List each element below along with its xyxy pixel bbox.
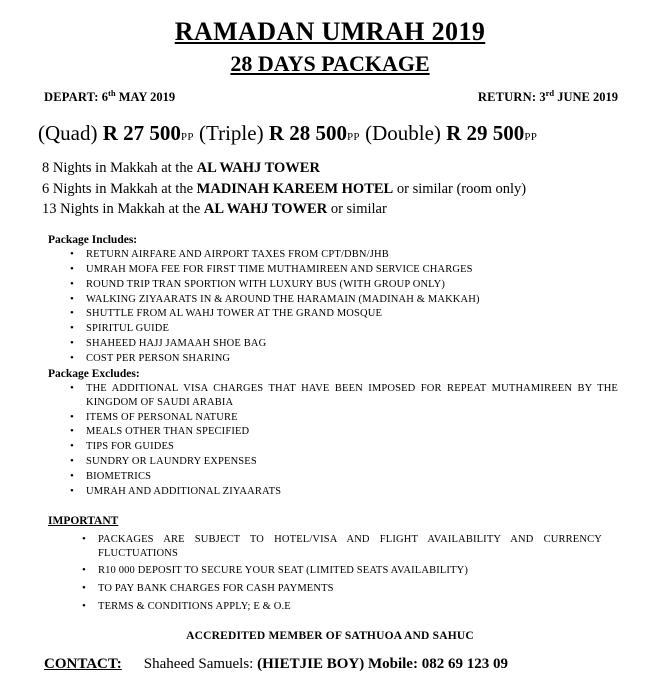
package-excludes-heading: Package Excludes: xyxy=(48,367,140,380)
nights-block xyxy=(42,158,660,220)
contact-row xyxy=(44,656,660,673)
list-item: • THE ADDITIONAL VISA CHARGES THAT HAVE BEEN IMPOSED FOR REPEAT MUTHAMIREEN BY THE KINGDOM OF SAUDI ARABIA xyxy=(48,382,660,410)
list-item: • TIPS FOR GUIDES xyxy=(48,440,660,454)
price-unit-double: PP xyxy=(524,131,538,144)
depart-month-year: MAY 2019 xyxy=(118,90,176,105)
list-item: • PACKAGES ARE SUBJECT TO HOTEL/VISA AND FLIGHT AVAILABILITY AND CURRENCY FLUCTUATIONS xyxy=(48,533,660,561)
depart-day: 6 xyxy=(101,90,109,105)
nights-post: or similar xyxy=(327,201,387,218)
depart-return-row xyxy=(44,88,618,105)
return-day: 3 xyxy=(539,90,546,105)
package-includes-section xyxy=(48,234,660,366)
list-item: • BIOMETRICS xyxy=(48,470,660,484)
important-list xyxy=(48,533,660,614)
depart-info xyxy=(44,88,175,105)
important-section xyxy=(48,533,660,614)
price-line xyxy=(38,121,660,146)
nights-hotel: AL WAHJ TOWER xyxy=(196,160,320,177)
list-item: • UMRAH AND ADDITIONAL ZIYAARATS xyxy=(48,485,660,499)
important-heading: IMPORTANT xyxy=(48,514,119,527)
price-room-double: (Double) xyxy=(365,121,441,146)
contact-nickname: (HIETJIE BOY) xyxy=(257,656,365,673)
price-amount-double: R 29 500 xyxy=(446,121,525,146)
return-ordinal: rd xyxy=(545,87,555,98)
list-item: • SUNDRY OR LAUNDRY EXPENSES xyxy=(48,455,660,469)
list-item: • COST PER PERSON SHARING xyxy=(48,352,660,366)
list-item: • SHAHEED HAJJ JAMAAH SHOE BAG xyxy=(48,337,660,351)
nights-line xyxy=(42,199,660,220)
package-excludes-list xyxy=(48,382,660,499)
depart-ordinal: th xyxy=(108,87,116,98)
list-item: • ITEMS OF PERSONAL NATURE xyxy=(48,411,660,425)
package-excludes-section xyxy=(48,368,660,499)
contact-label: CONTACT: xyxy=(44,656,122,673)
nights-line xyxy=(42,158,660,179)
nights-hotel: MADINAH KAREEM HOTEL xyxy=(196,180,394,197)
title-block xyxy=(0,18,660,76)
page-subtitle: 28 DAYS PACKAGE xyxy=(230,50,430,76)
accreditation-line: ACCREDITED MEMBER OF SATHUOA AND SAHUC xyxy=(186,630,474,643)
list-item: • RETURN AIRFARE AND AIRPORT TAXES FROM CPT/DBN/JHB xyxy=(48,248,660,262)
contact-mobile-number[interactable]: 082 69 123 09 xyxy=(421,656,508,673)
list-item: • ROUND TRIP TRAN SPORTION WITH LUXURY BUS (WITH GROUP ONLY) xyxy=(48,278,660,292)
list-item: • SHUTTLE FROM AL WAHJ TOWER AT THE GRAND MOSQUE xyxy=(48,307,660,321)
price-unit-triple: PP xyxy=(346,131,360,144)
list-item: • WALKING ZIYAARATS IN & AROUND THE HARAMAIN (MADINAH & MAKKAH) xyxy=(48,293,660,307)
page-title: RAMADAN UMRAH 2019 xyxy=(174,17,486,46)
list-item: • R10 000 DEPOSIT TO SECURE YOUR SEAT (LIMITED SEATS AVAILABILITY) xyxy=(48,564,660,578)
price-room-quad: (Quad) xyxy=(38,121,98,146)
contact-mobile-label: Mobile: xyxy=(367,656,418,673)
package-includes-heading: Package Includes: xyxy=(48,233,138,246)
return-label: RETURN: xyxy=(477,90,537,105)
nights-line xyxy=(42,179,660,200)
document-page xyxy=(0,17,660,673)
price-unit-quad: PP xyxy=(180,131,194,144)
list-item: • UMRAH MOFA FEE FOR FIRST TIME MUTHAMIREEN AND SERVICE CHARGES xyxy=(48,263,660,277)
nights-pre: 8 Nights in Makkah at the xyxy=(42,160,197,177)
list-item: • SPIRITUL GUIDE xyxy=(48,322,660,336)
nights-hotel: AL WAHJ TOWER xyxy=(203,201,328,218)
list-item: • MEALS OTHER THAN SPECIFIED xyxy=(48,425,660,439)
price-amount-triple: R 28 500 xyxy=(268,121,347,146)
list-item: • TO PAY BANK CHARGES FOR CASH PAYMENTS xyxy=(48,582,660,596)
nights-pre: 13 Nights in Makkah at the xyxy=(42,201,204,218)
list-item: • TERMS & CONDITIONS APPLY; E & O.E xyxy=(48,600,660,614)
depart-label: DEPART: xyxy=(44,90,99,105)
package-includes-list xyxy=(48,248,660,366)
return-info xyxy=(478,88,618,105)
contact-name: Shaheed Samuels: xyxy=(143,656,254,673)
price-amount-quad: R 27 500 xyxy=(102,121,181,146)
nights-post: or similar (room only) xyxy=(393,180,527,197)
return-month-year: JUNE 2019 xyxy=(557,90,618,105)
nights-pre: 6 Nights in Makkah at the xyxy=(42,180,197,197)
price-room-triple: (Triple) xyxy=(199,121,264,146)
